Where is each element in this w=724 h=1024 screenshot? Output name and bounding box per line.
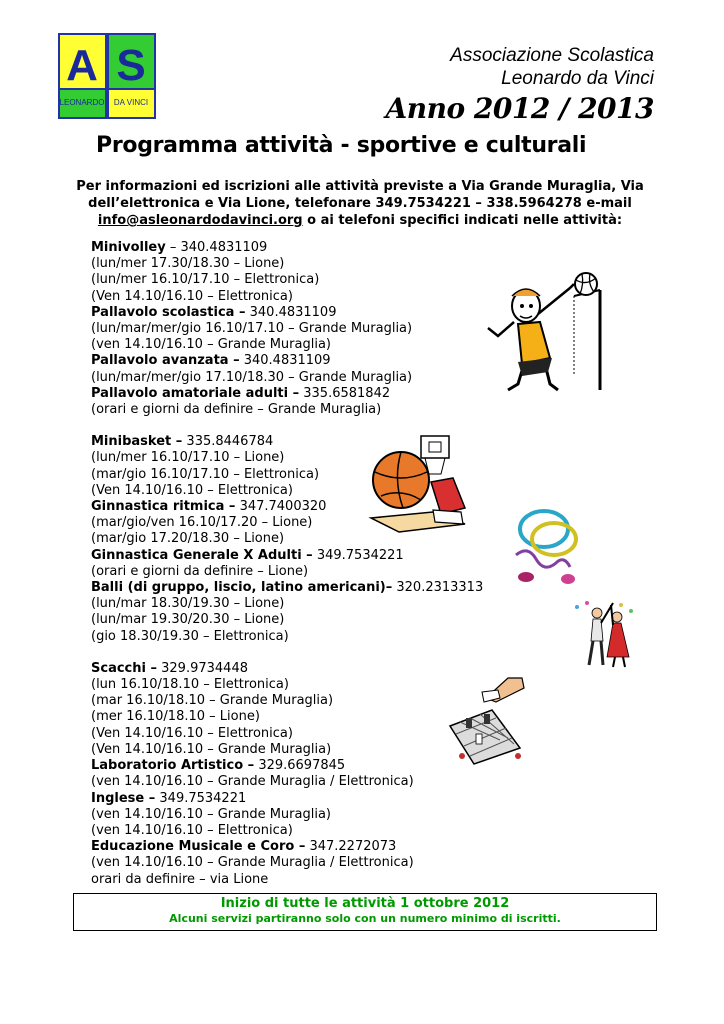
activity-name: Pallavolo scolastica – (91, 304, 246, 320)
activity-heading (91, 386, 483, 402)
activity-name: Ginnastica ritmica – (91, 499, 236, 515)
activity-phone: 340.4831109 (249, 304, 337, 320)
chess-illustration (436, 674, 528, 770)
logo-sub-2: DA VINCI (113, 98, 149, 107)
activity-heading (91, 305, 483, 321)
activity-name: Scacchi – (91, 660, 157, 676)
school-year: Anno 2012 / 2013 (385, 92, 654, 125)
activity-schedule: (mer 16.10/18.10 – Lione) (91, 709, 260, 725)
dancers-illustration (567, 597, 641, 669)
activity-phone: 340.4831109 (180, 240, 268, 255)
activity-schedule: (gio 18.30/19.30 – Elettronica) (91, 628, 289, 644)
activity-name: Laboratorio Artistico – (91, 758, 255, 774)
activity-schedule: (lun/mer 16.10/17.10 – Elettronica) (91, 272, 320, 288)
activity-schedule: (mar 16.10/18.10 – Grande Muraglia) (91, 693, 334, 709)
activity-heading (91, 580, 483, 596)
rhythmic-gymnastics-illustration (508, 505, 584, 589)
activity-heading (91, 353, 483, 369)
activity-phone: 349.7534221 (159, 790, 247, 806)
activity-schedule: (lun/mar 18.30/19.30 – Lione) (91, 596, 285, 612)
association-line-1: Associazione Scolastica (450, 45, 654, 66)
activity-schedule: (Ven 14.10/16.10 – Elettronica) (91, 288, 293, 304)
section-gap (91, 645, 483, 661)
start-date-notice: Inizio di tutte le attività 1 ottobre 2012 (220, 896, 510, 911)
activity-schedule: (lun/mar/mer/gio 16.10/17.10 – Grande Muraglia) (91, 321, 413, 337)
activity-heading (91, 791, 483, 807)
info-paragraph (60, 178, 660, 229)
activity-phone: 335.6581842 (303, 385, 391, 401)
info-line-1: Per informazioni ed iscrizioni alle attività previste a Via Grande Muraglia, Via (76, 179, 644, 194)
basketball-illustration (363, 432, 475, 534)
activity-schedule: (mar/gio/ven 16.10/17.20 – Lione) (91, 515, 313, 531)
activity-phone: 347.2272073 (309, 839, 397, 855)
activity-separator: – (165, 240, 181, 255)
activity-schedule: (lun/mer 16.10/17.10 – Lione) (91, 450, 285, 466)
activity-phone: 329.9734448 (161, 660, 248, 676)
info-line-3 (60, 212, 660, 229)
logo-sub-1: LEONARDO (59, 98, 105, 107)
activity-schedule: (lun/mar 19.30/20.30 – Lione) (91, 612, 285, 628)
activity-heading (91, 548, 483, 564)
activity-name: Pallavolo amatoriale adulti – (91, 385, 300, 401)
activity-name: Minibasket – (91, 434, 183, 450)
activity-heading (91, 240, 483, 256)
info-line-3-rest: o ai telefoni specifici indicati nelle attività: (302, 213, 623, 228)
activity-schedule: (orari e giorni da definire – Grande Muraglia) (91, 402, 382, 418)
activity-heading (91, 758, 483, 774)
activity-phone: 340.4831109 (243, 353, 331, 369)
info-line-2: dell’elettronica e Via Lione, telefonare 349.7534221 – 338.5964278 e-mail (88, 196, 632, 211)
activity-schedule: (ven 14.10/16.10 – Grande Muraglia / Elettronica) (91, 774, 414, 790)
activity-list (91, 240, 483, 888)
activity-name: Pallavolo avanzata – (91, 353, 240, 369)
activity-schedule: (lun/mer 17.30/18.30 – Lione) (91, 256, 285, 272)
activity-schedule: (mar/gio 16.10/17.10 – Elettronica) (91, 466, 320, 482)
volleyball-player-illustration (478, 266, 608, 398)
activity-heading (91, 839, 483, 855)
activity-phone: 335.8446784 (186, 434, 274, 450)
activity-name: Inglese – (91, 790, 156, 806)
activity-phone: 349.7534221 (316, 547, 404, 563)
activity-schedule: (lun/mar/mer/gio 17.10/18.30 – Grande Muraglia) (91, 369, 413, 385)
association-line-2: Leonardo da Vinci (501, 68, 654, 89)
activity-phone: 329.6697845 (258, 758, 346, 774)
activity-schedule: (ven 14.10/16.10 – Grande Muraglia) (91, 337, 331, 353)
activity-name: Ginnastica Generale X Adulti – (91, 547, 313, 563)
activity-phone: 320.2313313 (396, 580, 484, 596)
activity-heading (91, 661, 483, 677)
activity-schedule: (orari e giorni da definire – Lione) (91, 563, 309, 579)
email-link[interactable]: info@asleonardodavinci.org (97, 213, 303, 228)
activity-schedule: (Ven 14.10/16.10 – Elettronica) (91, 482, 293, 498)
association-name (450, 44, 654, 90)
program-title: Programma attività - sportive e culturali (96, 133, 587, 158)
activity-schedule: (Ven 14.10/16.10 – Elettronica) (91, 725, 293, 741)
activity-name: Minivolley (91, 240, 166, 255)
logo-letter-s: S (116, 41, 146, 90)
start-notice-box (73, 893, 657, 931)
activity-schedule: orari da definire – via Lione (91, 871, 269, 887)
activity-phone: 347.7400320 (239, 499, 327, 515)
activity-schedule: (mar/gio 17.20/18.30 – Lione) (91, 531, 285, 547)
activity-schedule: (ven 14.10/16.10 – Elettronica) (91, 822, 293, 838)
association-logo (58, 33, 156, 119)
activity-schedule: (ven 14.10/16.10 – Grande Muraglia) (91, 806, 331, 822)
activity-schedule: (Ven 14.10/16.10 – Grande Muraglia) (91, 741, 332, 757)
activity-name: Balli (di gruppo, liscio, latino americani)– (91, 580, 393, 596)
minimum-enrollment-notice: Alcuni servizi partiranno solo con un numero minimo di iscritti. (169, 912, 561, 925)
activity-name: Educazione Musicale e Coro – (91, 839, 306, 855)
activity-schedule: (ven 14.10/16.10 – Grande Muraglia / Elettronica) (91, 855, 414, 871)
activity-schedule: (lun 16.10/18.10 – Elettronica) (91, 677, 289, 693)
logo-letter-a: A (66, 41, 98, 90)
